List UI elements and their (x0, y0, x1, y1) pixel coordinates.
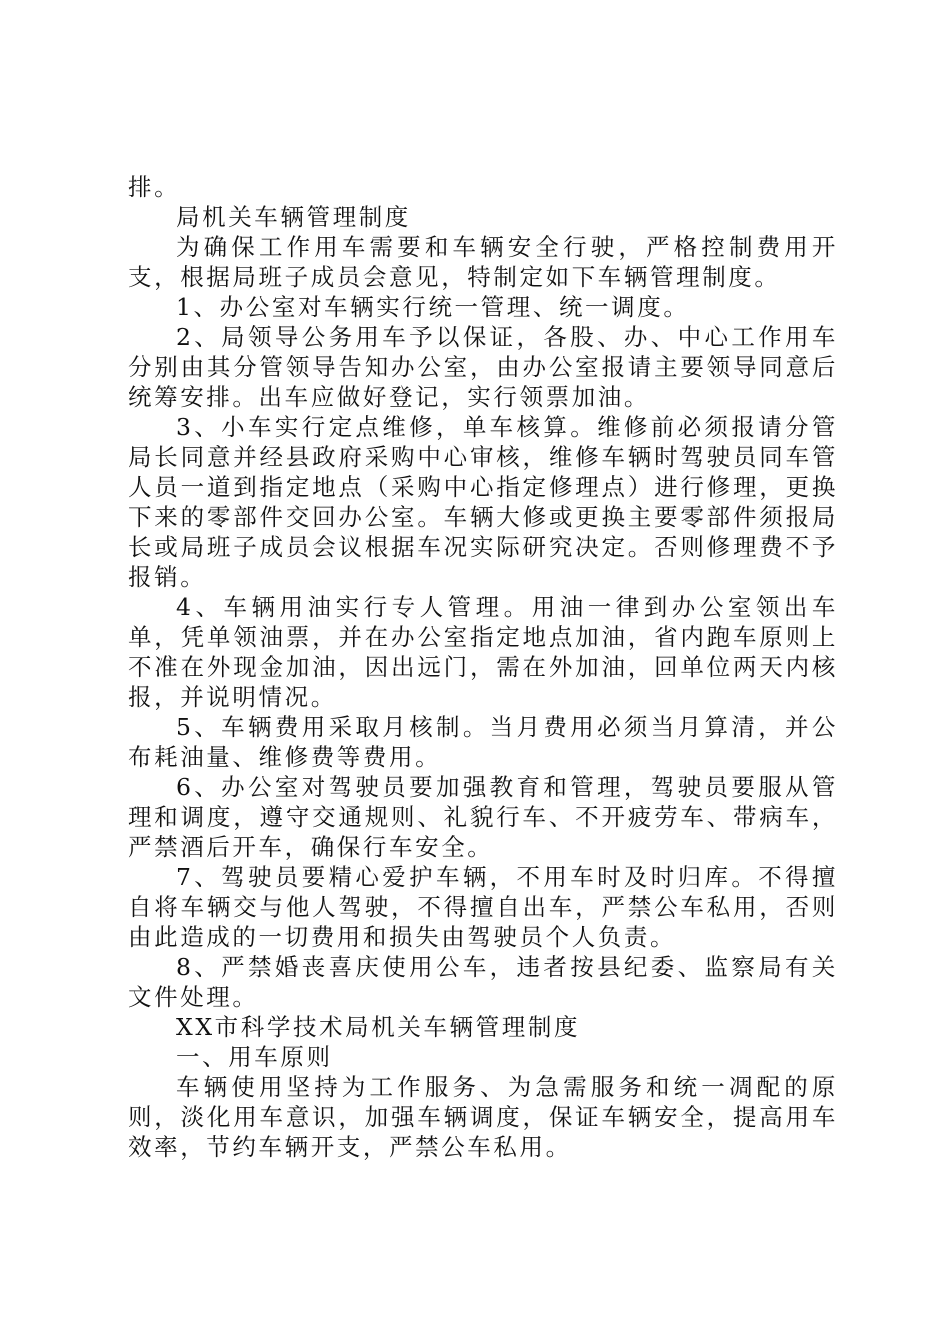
section-title: 局机关车辆管理制度 (176, 203, 411, 231)
paragraph: 排。 (128, 173, 181, 201)
paragraph: 车辆使用坚持为工作服务、为急需服务和统一凋配的原则，淡化用车意识，加强车辆调度，保证车辆安全，提高用车效率，节约车辆开支，严禁公车私用。 (128, 1073, 838, 1161)
list-item: 4、车辆用油实行专人管理。用油一律到办公室领出车单，凭单领油票，并在办公室指定地点加油，省内跑车原则上不准在外现金加油，因出远门，需在外加油，回单位两天内核报，并说明情况。 (128, 593, 838, 711)
section-heading: 一、用车原则 (176, 1043, 333, 1071)
list-item: 5、车辆费用采取月核制。当月费用必须当月算清，并公布耗油量、维修费等费用。 (128, 713, 838, 771)
list-item: 2、局领导公务用车予以保证，各股、办、中心工作用车分别由其分管领导告知办公室，由办公室报请主要领导同意后统筹安排。出车应做好登记，实行领票加油。 (128, 323, 838, 411)
list-item: 1、办公室对车辆实行统一管理、统一调度。 (176, 293, 690, 321)
document-body (128, 172, 838, 1162)
paragraph: 为确保工作用车需要和车辆安全行驶，严格控制费用开支，根据局班子成员会意见，特制定如下车辆管理制度。 (128, 233, 838, 291)
section-title: XX市科学技术局机关车辆管理制度 (176, 1013, 581, 1041)
list-item: 6、办公室对驾驶员要加强教育和管理，驾驶员要服从管理和调度，遵守交通规则、礼貌行车、不开疲劳车、带病车，严禁酒后开车，确保行车安全。 (128, 773, 838, 861)
list-item: 8、严禁婚丧喜庆使用公车，违者按县纪委、监察局有关文件处理。 (128, 953, 838, 1011)
list-item: 7、驾驶员要精心爱护车辆，不用车时及时归库。不得擅自将车辆交与他人驾驶，不得擅自出车，严禁公车私用，否则由此造成的一切费用和损失由驾驶员个人负责。 (128, 863, 838, 951)
list-item: 3、小车实行定点维修，单车核算。维修前必须报请分管局长同意并经县政府采购中心审核，维修车辆时驾驶员同车管人员一道到指定地点（采购中心指定修理点）进行修理，更换下来的零部件交回办公室。车辆大修或更换主要零部件须报局长或局班子成员会议根据车况实际研究决定。否则修理费不予报销。 (128, 413, 838, 591)
